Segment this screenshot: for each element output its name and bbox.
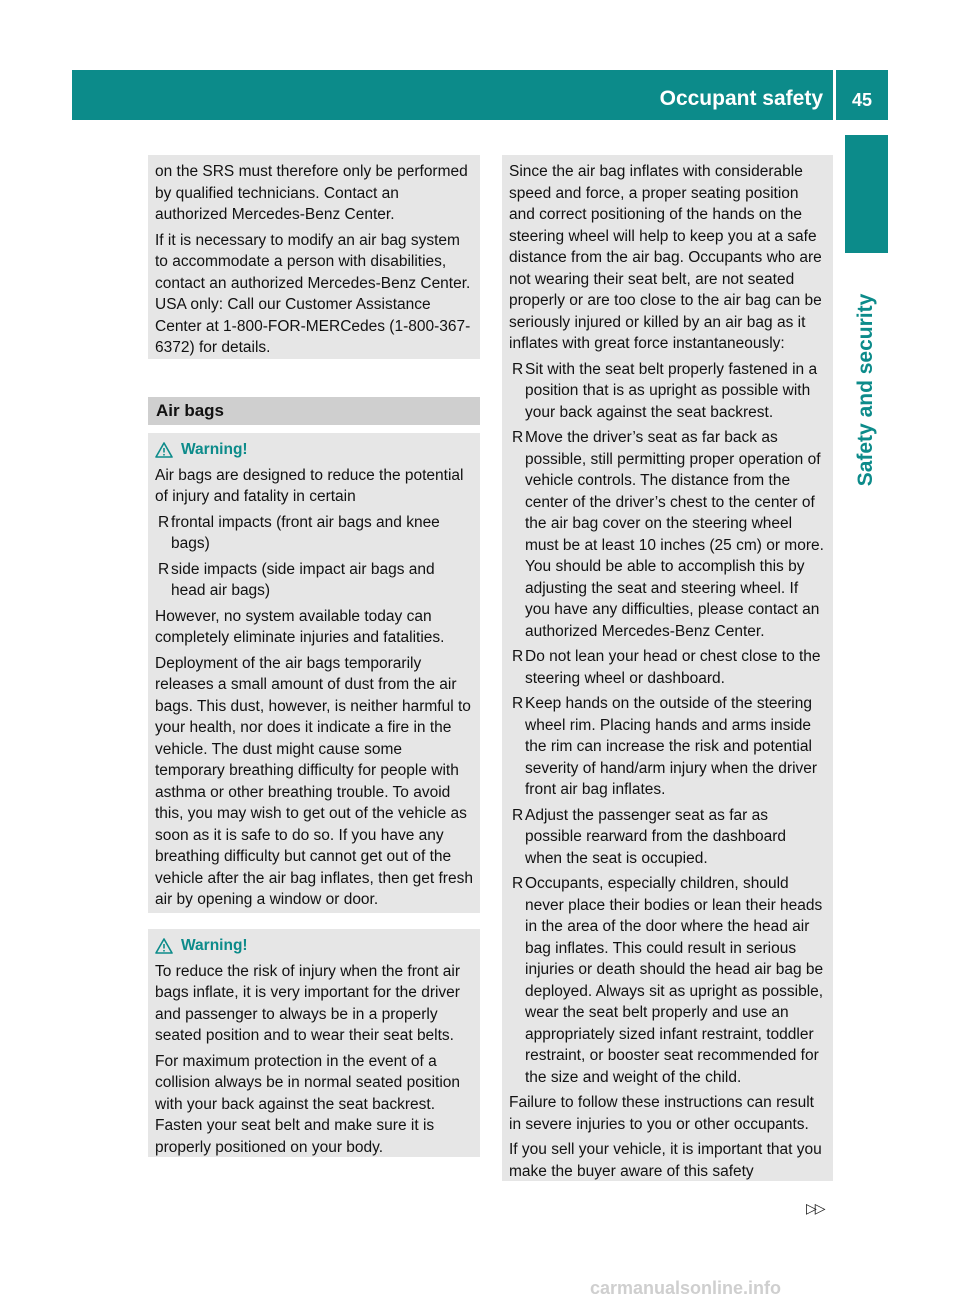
continued-arrows-icon: ▷▷ bbox=[806, 1200, 824, 1216]
paragraph: Deployment of the air bags temporarily releases a small amount of dust from the air bags. This dust, however, is neither harmful to your health, nor does it indicate a fire in the vehicle. The dust might cause some temporary breathing difficulty for people with asthma or other breathing trouble. To avoid this, you may wish to get out of the vehicle as soon as it is safe to do so. If you have any breathing difficulty but cannot get out of the vehicle after the air bag inflates, then get fresh air by opening a window or door. bbox=[155, 654, 473, 908]
srs-service-note bbox=[148, 155, 480, 359]
list-item-text: Do not lean your head or chest close to the steering wheel or dashboard. bbox=[525, 648, 821, 687]
chapter-tab bbox=[845, 135, 888, 253]
list-item-text: Occupants, especially children, should never place their bodies or lean their heads in the area of the door where the head air bag inflates. This could result in serious injuries or death should the head air bag be deployed. Always sit as upright as possible, wear the seat belt properly and use an appropriately sized infant restraint, toddler restraint, or booster seat recommended for the size and weight of the child. bbox=[525, 875, 824, 1086]
warning-triangle-icon bbox=[155, 938, 173, 954]
page-header bbox=[72, 70, 888, 120]
chapter-label-text: Safety and security bbox=[854, 293, 877, 487]
page-number: 45 bbox=[851, 90, 873, 110]
warning-triangle-icon bbox=[155, 442, 173, 458]
list-item-text: Move the driver’s seat as far back as possible, still permitting proper operation of vehicle controls. The distance from the center of the driver’s chest to the center of the air bag cover on the steering wheel must be at least 10 inches (25 cm) or more. You should be able to accomplish this by adjusting the seat and steering wheel. If you have any difficulties, please contact an authorized Mercedes-Benz Center. bbox=[525, 429, 824, 640]
list-item-text: Keep hands on the outside of the steering wheel rim. Placing hands and arms inside the rim can increase the risk and potential severity of hand/arm injury when the driver front air bag inflates. bbox=[525, 695, 818, 798]
warning-heading bbox=[155, 935, 473, 957]
list-item-text: side impacts (side impact air bags and head air bags) bbox=[171, 560, 435, 599]
paragraph: Since the air bag inflates with considerable speed and force, a proper seating position and correct positioning of the hands on the steering wheel will help to keep you at a safe distance from the air bag. Occupants who are not wearing their seat belt, are not seated properly or are too close to the air bag can be seriously injured or killed by an air bag as it inflates with great force instantaneously: bbox=[509, 163, 822, 352]
bullet-marker: R bbox=[158, 513, 170, 531]
warning-heading bbox=[155, 439, 473, 461]
warning-box bbox=[148, 433, 480, 913]
warning-label: Warning! bbox=[181, 937, 248, 954]
paragraph: Failure to follow these instructions can result in severe injuries to you or other occupants. bbox=[509, 1094, 814, 1133]
paragraph: For maximum protection in the event of a collision always be in normal seated position with your back against the seat backrest. Fasten your seat belt and make sure it is properly positioned on your body. bbox=[155, 1052, 460, 1156]
list-item bbox=[509, 805, 826, 870]
header-title: Occupant safety bbox=[659, 87, 823, 110]
bullet-marker: R bbox=[512, 806, 524, 824]
bullet-marker: R bbox=[158, 560, 170, 578]
paragraph: If you sell your vehicle, it is important that you make the buyer aware of this safety bbox=[509, 1141, 822, 1180]
list-item bbox=[155, 559, 473, 602]
list-item bbox=[509, 359, 826, 424]
bullet-marker: R bbox=[512, 429, 524, 446]
bullet-list bbox=[155, 512, 473, 602]
list-item bbox=[509, 427, 826, 642]
paragraph: If it is necessary to modify an air bag system to accommodate a person with disabilities, contact an authorized Mercedes-Benz Center. USA only: Call our Customer Assistance Center at 1-800-FOR-MERCedes (1-800-367-6372) for details. bbox=[155, 231, 471, 356]
list-item bbox=[509, 873, 826, 1088]
bullet-marker: R bbox=[512, 695, 524, 712]
bullet-marker: R bbox=[512, 648, 524, 665]
list-item-text: Sit with the seat belt properly fastened in a position that is as upright as possible with your back against the seat backrest. bbox=[525, 360, 818, 421]
list-item bbox=[509, 693, 826, 801]
paragraph: However, no system available today can completely eliminate injuries and fatalities. bbox=[155, 607, 445, 646]
warning-box bbox=[148, 929, 480, 1157]
paragraph: To reduce the risk of injury when the front air bags inflate, it is very important for the driver and passenger to always be in a properly seated position and to wear their seat belts. bbox=[155, 962, 460, 1044]
section-title: Air bags bbox=[148, 397, 480, 425]
chapter-label bbox=[846, 260, 886, 520]
paragraph: Air bags are designed to reduce the potential of injury and fatality in certain bbox=[155, 466, 464, 505]
bullet-marker: R bbox=[512, 360, 524, 378]
seating-guidance-box bbox=[502, 155, 833, 1181]
list-item-text: frontal impacts (front air bags and knee bags) bbox=[171, 513, 440, 552]
paragraph: on the SRS must therefore only be performed by qualified technicians. Contact an authorized Mercedes-Benz Center. bbox=[155, 163, 468, 223]
watermark: carmanualsonline.info bbox=[590, 1278, 782, 1298]
list-item-text: Adjust the passenger seat as far as possible rearward from the dashboard when the seat is occupied. bbox=[525, 806, 787, 867]
warning-label: Warning! bbox=[181, 441, 248, 458]
list-item bbox=[509, 646, 826, 689]
list-item bbox=[155, 512, 473, 555]
bullet-marker: R bbox=[512, 875, 524, 892]
bullet-list bbox=[509, 359, 826, 1089]
